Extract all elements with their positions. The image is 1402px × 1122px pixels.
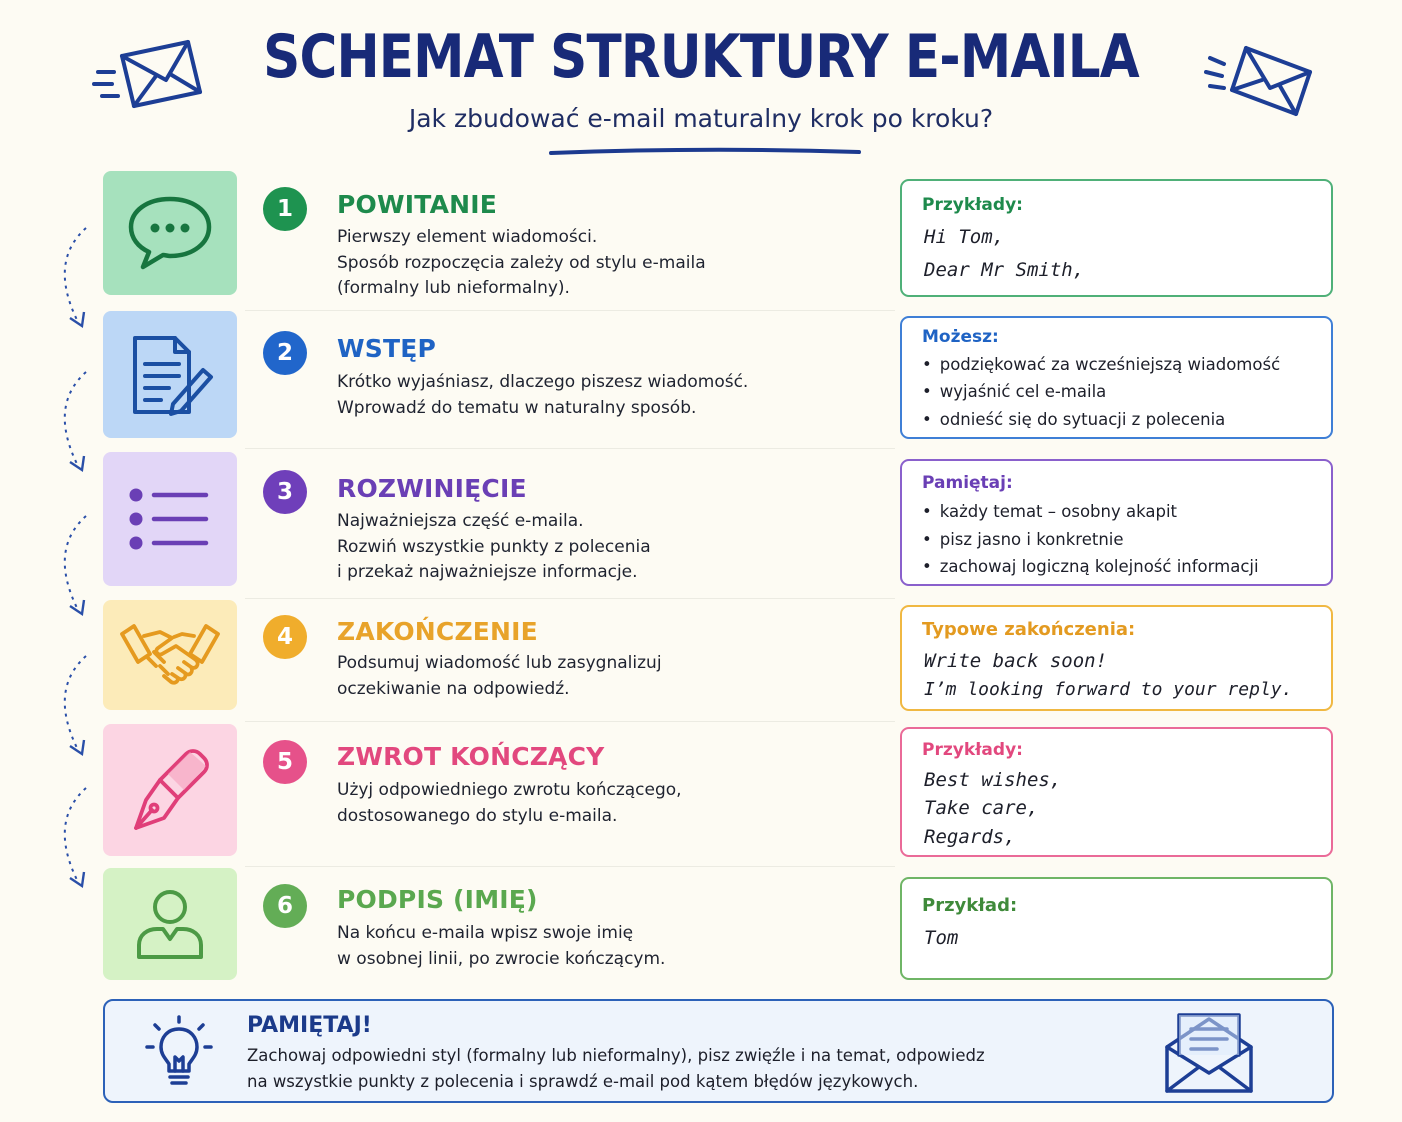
user-icon: [135, 887, 205, 961]
row-divider: [245, 310, 895, 311]
example-line: Regards,: [924, 826, 1016, 848]
examples-card: [900, 727, 1333, 857]
step-title: ZAKOŃCZENIE: [337, 617, 538, 646]
flow-arrow-icon: [48, 366, 94, 478]
examples-card: [900, 179, 1333, 297]
example-line: Tom: [924, 927, 959, 949]
example-line: Write back soon!: [924, 650, 1108, 672]
step-5-tile: [103, 724, 237, 856]
step-number-badge: 2: [263, 331, 307, 375]
bullet-item: • zachowaj logiczną kolejność informacji: [922, 557, 1259, 576]
example-line: Hi Tom,: [924, 226, 1005, 248]
page-title: SCHEMAT STRUKTURY E-MAILA: [263, 22, 1139, 92]
bullet-item: • pisz jasno i konkretnie: [922, 530, 1124, 549]
envelope-icon: [92, 38, 208, 110]
step-title: ROZWINIĘCIE: [337, 474, 527, 503]
card-label: Możesz:: [922, 327, 999, 347]
envelope-icon: [1200, 42, 1316, 118]
handshake-icon: [120, 620, 220, 690]
step-number-badge: 6: [263, 884, 307, 928]
reminder-text: Zachowaj odpowiedni styl (formalny lub nieformalny), pisz zwięźle i na temat, odpowiedz na wszystkie punkty z polecenia i sprawdź e-mail pod kątem błędów językowych.: [247, 1046, 985, 1091]
flow-arrow-icon: [48, 782, 94, 894]
speech-bubble-icon: [125, 193, 215, 273]
flow-arrow-icon: [48, 650, 94, 762]
flow-arrow-icon: [48, 222, 94, 334]
reminder-box: [103, 999, 1334, 1103]
step-title: PODPIS (IMIĘ): [337, 885, 538, 914]
row-divider: [245, 721, 895, 722]
reminder-title: PAMIĘTAJ!: [247, 1013, 372, 1038]
fountain-pen-icon: [130, 748, 210, 832]
card-label: Przykład:: [922, 895, 1018, 916]
lightbulb-icon: [143, 1015, 215, 1091]
step-description: Użyj odpowiedniego zwrotu kończącego, dostosowanego do stylu e-maila.: [337, 780, 682, 826]
row-divider: [245, 598, 895, 599]
flow-arrow-icon: [48, 510, 94, 622]
example-line: Dear Mr Smith,: [924, 259, 1085, 281]
step-3-tile: [103, 452, 237, 586]
endings-card: [900, 605, 1333, 711]
subtitle-underline: [548, 145, 862, 157]
card-label: Przykłady:: [922, 740, 1023, 760]
step-6-tile: [103, 868, 237, 980]
page-subtitle: Jak zbudować e-mail maturalny krok po kroku?: [408, 104, 994, 133]
row-divider: [245, 866, 895, 867]
step-title: ZWROT KOŃCZĄCY: [337, 742, 605, 771]
step-2-tile: [103, 311, 237, 438]
card-label: Typowe zakończenia:: [922, 619, 1136, 640]
step-number-badge: 5: [263, 740, 307, 784]
example-line: Take care,: [924, 797, 1039, 819]
step-number-badge: 3: [263, 470, 307, 514]
step-description: Najważniejsza część e-maila. Rozwiń wszystkie punkty z polecenia i przekaż najważniejsze informacje.: [337, 511, 651, 582]
step-1-tile: [103, 171, 237, 295]
step-description: Pierwszy element wiadomości. Sposób rozpoczęcia zależy od stylu e-maila (formalny lub nieformalny).: [337, 227, 706, 298]
reminder-card: [900, 459, 1333, 586]
step-number-badge: 1: [263, 187, 307, 231]
bullet-item: • każdy temat – osobny akapit: [922, 502, 1177, 521]
bullet-item: • podziękować za wcześniejszą wiadomość: [922, 355, 1280, 374]
example-line: I’m looking forward to your reply.: [924, 679, 1293, 700]
list-icon: [128, 487, 212, 551]
card-label: Przykłady:: [922, 195, 1023, 215]
step-description: Na końcu e-maila wpisz swoje imię w osobnej linii, po zwrocie kończącym.: [337, 923, 666, 969]
step-title: POWITANIE: [337, 190, 498, 219]
step-4-tile: [103, 600, 237, 710]
row-divider: [245, 448, 895, 449]
card-label: Pamiętaj:: [922, 473, 1013, 493]
step-description: Krótko wyjaśniasz, dlaczego piszesz wiadomość. Wprowadź do tematu w naturalny sposób.: [337, 372, 749, 418]
bullet-item: • wyjaśnić cel e-maila: [922, 382, 1106, 401]
step-description: Podsumuj wiadomość lub zasygnalizuj oczekiwanie na odpowiedź.: [337, 653, 662, 699]
open-envelope-icon: [1163, 1007, 1255, 1095]
tips-card: [900, 316, 1333, 439]
example-line: Best wishes,: [924, 769, 1062, 791]
example-card: [900, 877, 1333, 980]
bullet-item: • odnieść się do sytuacji z polecenia: [922, 410, 1225, 429]
step-title: WSTĘP: [337, 334, 437, 363]
step-number-badge: 4: [263, 615, 307, 659]
document-pen-icon: [125, 332, 215, 418]
